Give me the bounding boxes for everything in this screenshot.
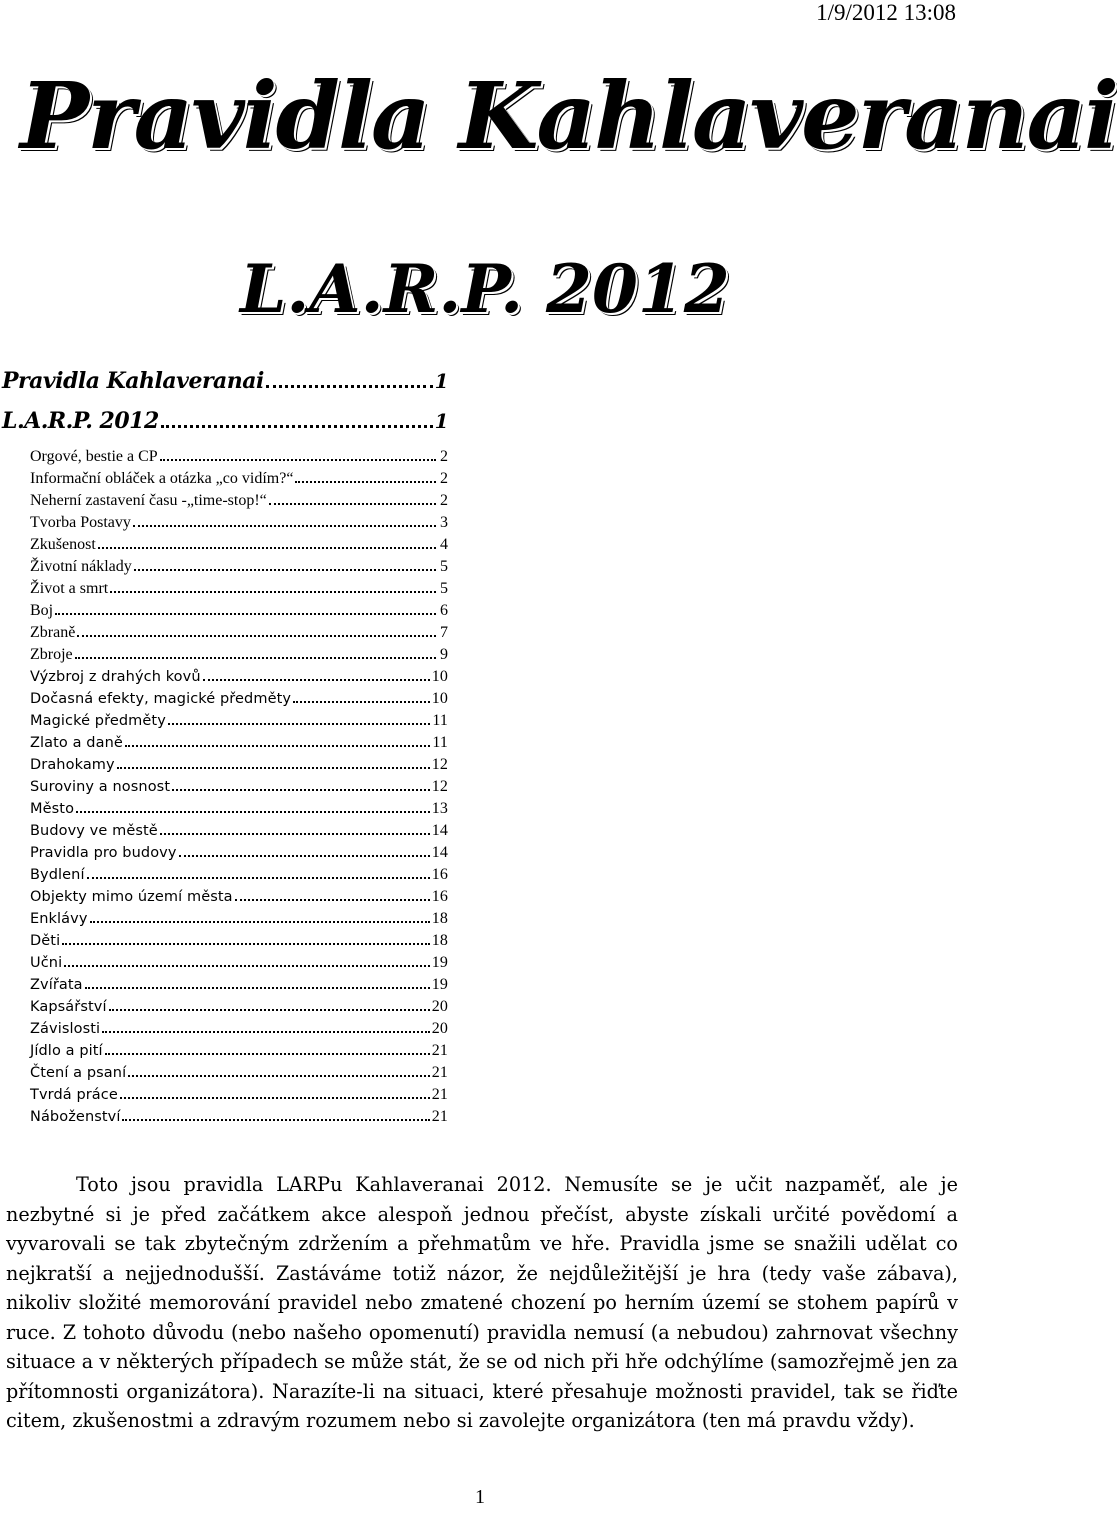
- toc-entry-title: Zvířata: [30, 977, 83, 993]
- toc-leader: [235, 899, 430, 901]
- toc-entry[interactable]: [0, 800, 448, 822]
- toc-leader: [134, 569, 436, 571]
- toc-entry[interactable]: [0, 910, 448, 932]
- toc-entry-page: 21: [431, 1108, 448, 1125]
- toc-leader: [75, 657, 436, 659]
- toc-entry-page: 1: [434, 369, 448, 393]
- toc-leader: [76, 811, 430, 813]
- toc-entry[interactable]: [0, 580, 448, 602]
- toc-entry[interactable]: [0, 976, 448, 998]
- toc-leader: [160, 459, 436, 461]
- toc-entry-title: Budovy ve městě: [30, 823, 158, 839]
- toc-entry-title: Děti: [30, 933, 61, 949]
- document-title: Pravidla Kahlaveranai: [20, 62, 1117, 170]
- toc-entry[interactable]: [0, 844, 448, 866]
- toc-entry[interactable]: [0, 1020, 448, 1042]
- toc-entry-title: L.A.R.P. 2012: [2, 408, 159, 434]
- toc-entry-title: Učni: [30, 955, 63, 971]
- toc-entry-title: Zbroje: [30, 646, 73, 663]
- toc-entry-title: Informační obláček a otázka „co vidím?“: [30, 470, 294, 487]
- toc-entry-title: Pravidla Kahlaveranai: [2, 368, 264, 394]
- toc-entry-title: Zbraně: [30, 624, 76, 641]
- toc-leader: [133, 525, 436, 527]
- toc-entry[interactable]: [0, 1042, 448, 1064]
- toc-leader: [160, 833, 430, 835]
- toc-entry[interactable]: [0, 888, 448, 910]
- toc-entry[interactable]: [0, 470, 448, 492]
- toc-entry[interactable]: [0, 778, 448, 800]
- toc-entry[interactable]: [0, 734, 448, 756]
- toc-leader: [98, 547, 436, 549]
- toc-entry-page: 3: [440, 514, 448, 531]
- toc-leader: [87, 877, 430, 879]
- table-of-contents: [0, 368, 448, 1130]
- toc-entry-page: 16: [431, 888, 448, 905]
- toc-entry[interactable]: [0, 514, 448, 536]
- toc-leader: [102, 1031, 430, 1033]
- intro-paragraph: Toto jsou pravidla LARPu Kahlaveranai 2012. Nemusíte se je učit nazpaměť, ale je nezbytné si je před začátkem akce alespoň jednou přečíst, abyste získali určité povědomí a vyvarovali se tak zbytečným zdržením a přehmatům ve hře. Pravidla jsme se snažili udělat co nejkratší a nejjednodušší. Zastáváme totiž názor, že nejdůležitější je hra (tedy vaše zábava), nikoliv složité memorování pravidel nebo zmatené chození po herním území se stohem papírů v ruce. Z tohoto důvodu (nebo našeho opomenutí) pravidla nemusí (a nebudou) zahrnovat všechny situace a v některých případech se může stát, že se od nich při hře odchýlíme (samozřejmě jen za přítomnosti organizátora). Narazíte-li na situaci, které přesahuje možnosti pravidel, tak se řiďte citem, zkušenostmi a zdravým rozumem nebo si zavolejte organizátora (ten má pravdu vždy).: [6, 1173, 958, 1432]
- toc-entry-title: Kapsářství: [30, 999, 107, 1015]
- toc-entry-page: 2: [440, 448, 448, 465]
- toc-entry-page: 18: [431, 932, 448, 949]
- toc-leader: [168, 723, 430, 725]
- toc-entry-title: Bydlení: [30, 867, 85, 883]
- toc-entry-page: 19: [431, 954, 448, 971]
- toc-entry-title: Objekty mimo území města: [30, 889, 233, 905]
- toc-entry-title: Město: [30, 801, 75, 817]
- toc-entry[interactable]: [0, 646, 448, 668]
- toc-leader: [161, 425, 433, 428]
- toc-leader: [90, 921, 430, 923]
- toc-leader: [105, 1053, 430, 1055]
- toc-entry-page: 10: [431, 668, 448, 685]
- toc-entry-page: 13: [431, 800, 448, 817]
- toc-leader: [120, 1097, 430, 1099]
- toc-entry-page: 20: [431, 998, 448, 1015]
- toc-entry-page: 4: [440, 536, 448, 553]
- toc-entry-title: Čtení a psaní: [30, 1065, 127, 1081]
- toc-entry-title: Závislosti: [30, 1021, 101, 1037]
- toc-entry-title: Neherní zastavení času -„time-stop!“: [30, 492, 267, 509]
- toc-entry-title: Život a smrt: [30, 580, 109, 597]
- toc-entry-page: 14: [431, 822, 448, 839]
- toc-entry-title: Suroviny a nosnost: [30, 779, 171, 795]
- toc-entry[interactable]: [0, 602, 448, 624]
- toc-leader: [293, 701, 430, 703]
- toc-entry-page: 5: [440, 580, 448, 597]
- toc-entry-page: 12: [431, 778, 448, 795]
- toc-leader: [172, 789, 430, 791]
- toc-entry[interactable]: [0, 712, 448, 734]
- toc-entry-title: Zkušenost: [30, 536, 96, 553]
- toc-entry[interactable]: [0, 558, 448, 580]
- toc-leader: [64, 965, 430, 967]
- toc-entry-page: 14: [431, 844, 448, 861]
- toc-entry-page: 12: [431, 756, 448, 773]
- toc-entry-page: 18: [431, 910, 448, 927]
- toc-leader: [128, 1075, 430, 1077]
- toc-entry[interactable]: [0, 1086, 448, 1108]
- toc-entry-title: Jídlo a pití: [30, 1043, 103, 1059]
- toc-leader: [110, 591, 436, 593]
- toc-leader: [203, 679, 430, 681]
- toc-leader: [77, 635, 436, 637]
- toc-entry-title: Drahokamy: [30, 757, 115, 773]
- toc-leader: [109, 1009, 430, 1011]
- toc-entry-page: 5: [440, 558, 448, 575]
- toc-entry-page: 21: [431, 1086, 448, 1103]
- toc-entry-title: Magické předměty: [30, 713, 166, 729]
- toc-entry[interactable]: [0, 932, 448, 954]
- toc-entry[interactable]: [0, 822, 448, 844]
- toc-entry-title: Enklávy: [30, 911, 88, 927]
- toc-entry-page: 11: [432, 712, 448, 729]
- toc-entry[interactable]: [0, 624, 448, 646]
- toc-entry-page: 16: [431, 866, 448, 883]
- toc-entry[interactable]: [0, 408, 448, 448]
- toc-entry-page: 9: [440, 646, 448, 663]
- toc-entry[interactable]: [0, 866, 448, 888]
- toc-entry-title: Pravidla pro budovy: [30, 845, 177, 861]
- toc-leader: [266, 385, 433, 388]
- toc-entry-title: Tvrdá práce: [30, 1087, 118, 1103]
- toc-leader: [179, 855, 430, 857]
- toc-entry-page: 20: [431, 1020, 448, 1037]
- toc-entry-page: 2: [440, 492, 448, 509]
- toc-entry[interactable]: [0, 668, 448, 690]
- toc-entry-page: 19: [431, 976, 448, 993]
- toc-entry-page: 21: [431, 1042, 448, 1059]
- toc-entry[interactable]: [0, 998, 448, 1020]
- toc-entry[interactable]: [0, 1108, 448, 1130]
- toc-entry[interactable]: [0, 368, 448, 408]
- page-number: 1: [475, 1486, 485, 1508]
- toc-entry[interactable]: [0, 756, 448, 778]
- toc-leader: [125, 745, 430, 747]
- toc-entry[interactable]: [0, 954, 448, 976]
- toc-leader: [269, 503, 436, 505]
- toc-entry-title: Dočasná efekty, magické předměty: [30, 691, 292, 707]
- toc-leader: [62, 943, 430, 945]
- toc-leader: [122, 1119, 429, 1121]
- toc-entry[interactable]: [0, 536, 448, 558]
- toc-leader: [85, 987, 430, 989]
- toc-entry-title: Náboženství: [30, 1109, 121, 1125]
- toc-entry[interactable]: [0, 690, 448, 712]
- toc-entry-page: 2: [440, 470, 448, 487]
- toc-entry-page: 10: [431, 690, 448, 707]
- toc-entry[interactable]: [0, 492, 448, 514]
- toc-entry-page: 21: [431, 1064, 448, 1081]
- toc-entry-page: 1: [434, 409, 448, 433]
- toc-entry-title: Životní náklady: [30, 558, 132, 575]
- toc-entry-title: Tvorba Postavy: [30, 514, 131, 531]
- toc-entry-page: 6: [440, 602, 448, 619]
- toc-entry[interactable]: [0, 1064, 448, 1086]
- toc-entry[interactable]: [0, 448, 448, 470]
- toc-entry-title: Zlato a daně: [30, 735, 123, 751]
- toc-entry-page: 7: [440, 624, 448, 641]
- document-subtitle: L.A.R.P. 2012: [240, 250, 730, 328]
- toc-entry-title: Boj: [30, 602, 54, 619]
- toc-entry-title: Výzbroj z drahých kovů: [30, 669, 201, 685]
- toc-entry-page: 11: [432, 734, 448, 751]
- print-timestamp: 1/9/2012 13:08: [816, 0, 956, 25]
- toc-leader: [117, 767, 430, 769]
- toc-leader: [295, 481, 436, 483]
- toc-entry-title: Orgové, bestie a CP: [30, 448, 158, 465]
- toc-leader: [55, 613, 436, 615]
